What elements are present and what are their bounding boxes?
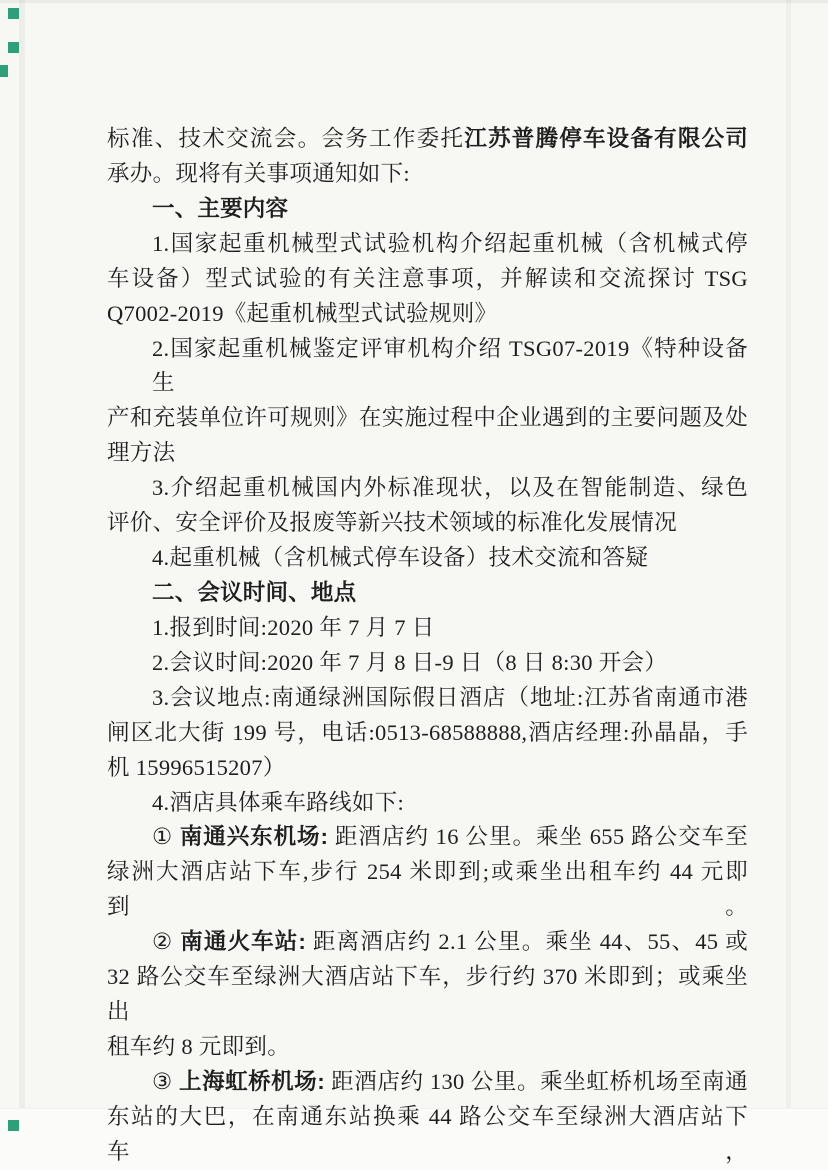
text-segment: 4.起重机械（含机械式停车设备）技术交流和答疑 [152, 545, 649, 571]
text-line [107, 157, 748, 192]
text-segment: ① [152, 824, 180, 850]
bold-text-segment: 一、主要内容 [152, 195, 289, 221]
text-line [107, 227, 748, 262]
bold-text-segment: 江苏普腾停车设备有限公司 [464, 126, 748, 151]
text-line [107, 855, 748, 925]
scan-artifact-square [8, 1120, 19, 1131]
page-top-edge-shadow [0, 0, 828, 3]
text-line [107, 297, 748, 332]
scan-artifact-square [0, 65, 8, 77]
text-segment: 距酒店约 16 公里。乘坐 655 路公交车至 [328, 824, 748, 850]
section-heading [107, 576, 748, 611]
text-line [107, 332, 748, 402]
bold-text-segment: 南通兴东机场: [179, 824, 329, 850]
bold-text-segment: 上海虹桥机场: [179, 1068, 325, 1094]
text-segment: 32 路公交车至绿洲大酒店站下车，步行约 370 米即到；或乘坐出 [107, 964, 748, 1025]
text-line [107, 1100, 748, 1170]
text-segment: 车设备）型式试验的有关注意事项，并解读和交流探讨 TSG [107, 265, 748, 291]
text-segment: 东站的大巴，在南通东站换乘 44 路公交车至绿洲大酒店站下车， [107, 1103, 748, 1164]
bold-text-segment: 二、会议时间、地点 [152, 579, 357, 605]
text-segment: 3.会议地点:南通绿洲国际假日酒店（地址:江苏省南通市港 [152, 684, 748, 710]
text-line [107, 471, 748, 506]
text-segment: 承办。现将有关事项通知如下: [107, 160, 410, 186]
text-line [107, 611, 748, 646]
text-line [107, 506, 748, 541]
text-line [107, 401, 748, 436]
text-segment: 评价、安全评价及报废等新兴技术领域的标准化发展情况 [107, 510, 678, 536]
right-fold-crease [786, 0, 791, 1169]
text-line [107, 925, 748, 960]
text-line [107, 436, 748, 471]
text-segment: 2.国家起重机械鉴定评审机构介绍 TSG07-2019《特种设备生 [152, 335, 748, 396]
scan-artifact-square [8, 42, 19, 53]
text-segment: 距离酒店约 2.1 公里。乘坐 44、55、45 或 [306, 929, 748, 955]
bold-text-segment: 南通火车站: [180, 929, 307, 955]
text-line [107, 820, 748, 855]
text-segment: 3.介绍起重机械国内外标准现状，以及在智能制造、绿色 [152, 475, 748, 501]
text-segment: 闸区北大街 199 号，电话:0513-68588888,酒店经理:孙晶晶，手 [107, 719, 748, 745]
text-line [107, 646, 748, 681]
text-line [107, 786, 748, 821]
text-segment: 绿洲大酒店站下车,步行 254 米即到;或乘坐出租车约 44 元即到。 [107, 859, 748, 920]
text-segment: ② [152, 929, 181, 955]
scan-artifact-square [8, 8, 19, 19]
text-segment: 距酒店约 130 公里。乘坐虹桥机场至南通 [324, 1068, 748, 1094]
text-line [107, 716, 748, 751]
text-line [107, 122, 748, 157]
document-body [107, 122, 748, 1170]
section-heading [107, 192, 748, 227]
text-line [107, 541, 748, 576]
left-fold-crease [19, 0, 25, 1169]
text-segment: 机 15996515207） [107, 754, 286, 780]
text-line [107, 751, 748, 786]
text-line [107, 1030, 748, 1065]
text-segment: ③ [152, 1068, 180, 1094]
text-segment: 租车约 8 元即到。 [107, 1033, 291, 1059]
text-line [107, 262, 748, 297]
text-segment: 4.酒店具体乘车路线如下: [152, 789, 405, 815]
text-line [107, 960, 748, 1030]
text-segment: 1.报到时间:2020 年 7 月 7 日 [152, 614, 435, 640]
text-line [107, 1065, 748, 1100]
text-segment: 标准、技术交流会。会务工作委托 [107, 126, 465, 151]
text-segment: 理方法 [107, 440, 176, 466]
text-line [107, 681, 748, 716]
text-segment: 2.会议时间:2020 年 7 月 8 日-9 日（8 日 8:30 开会） [152, 649, 668, 675]
text-segment: 产和充装单位许可规则》在实施过程中企业遇到的主要问题及处 [107, 405, 748, 431]
text-segment: 1.国家起重机械型式试验机构介绍起重机械（含机械式停 [152, 230, 748, 256]
text-segment: Q7002-2019《起重机械型式试验规则》 [107, 300, 498, 326]
